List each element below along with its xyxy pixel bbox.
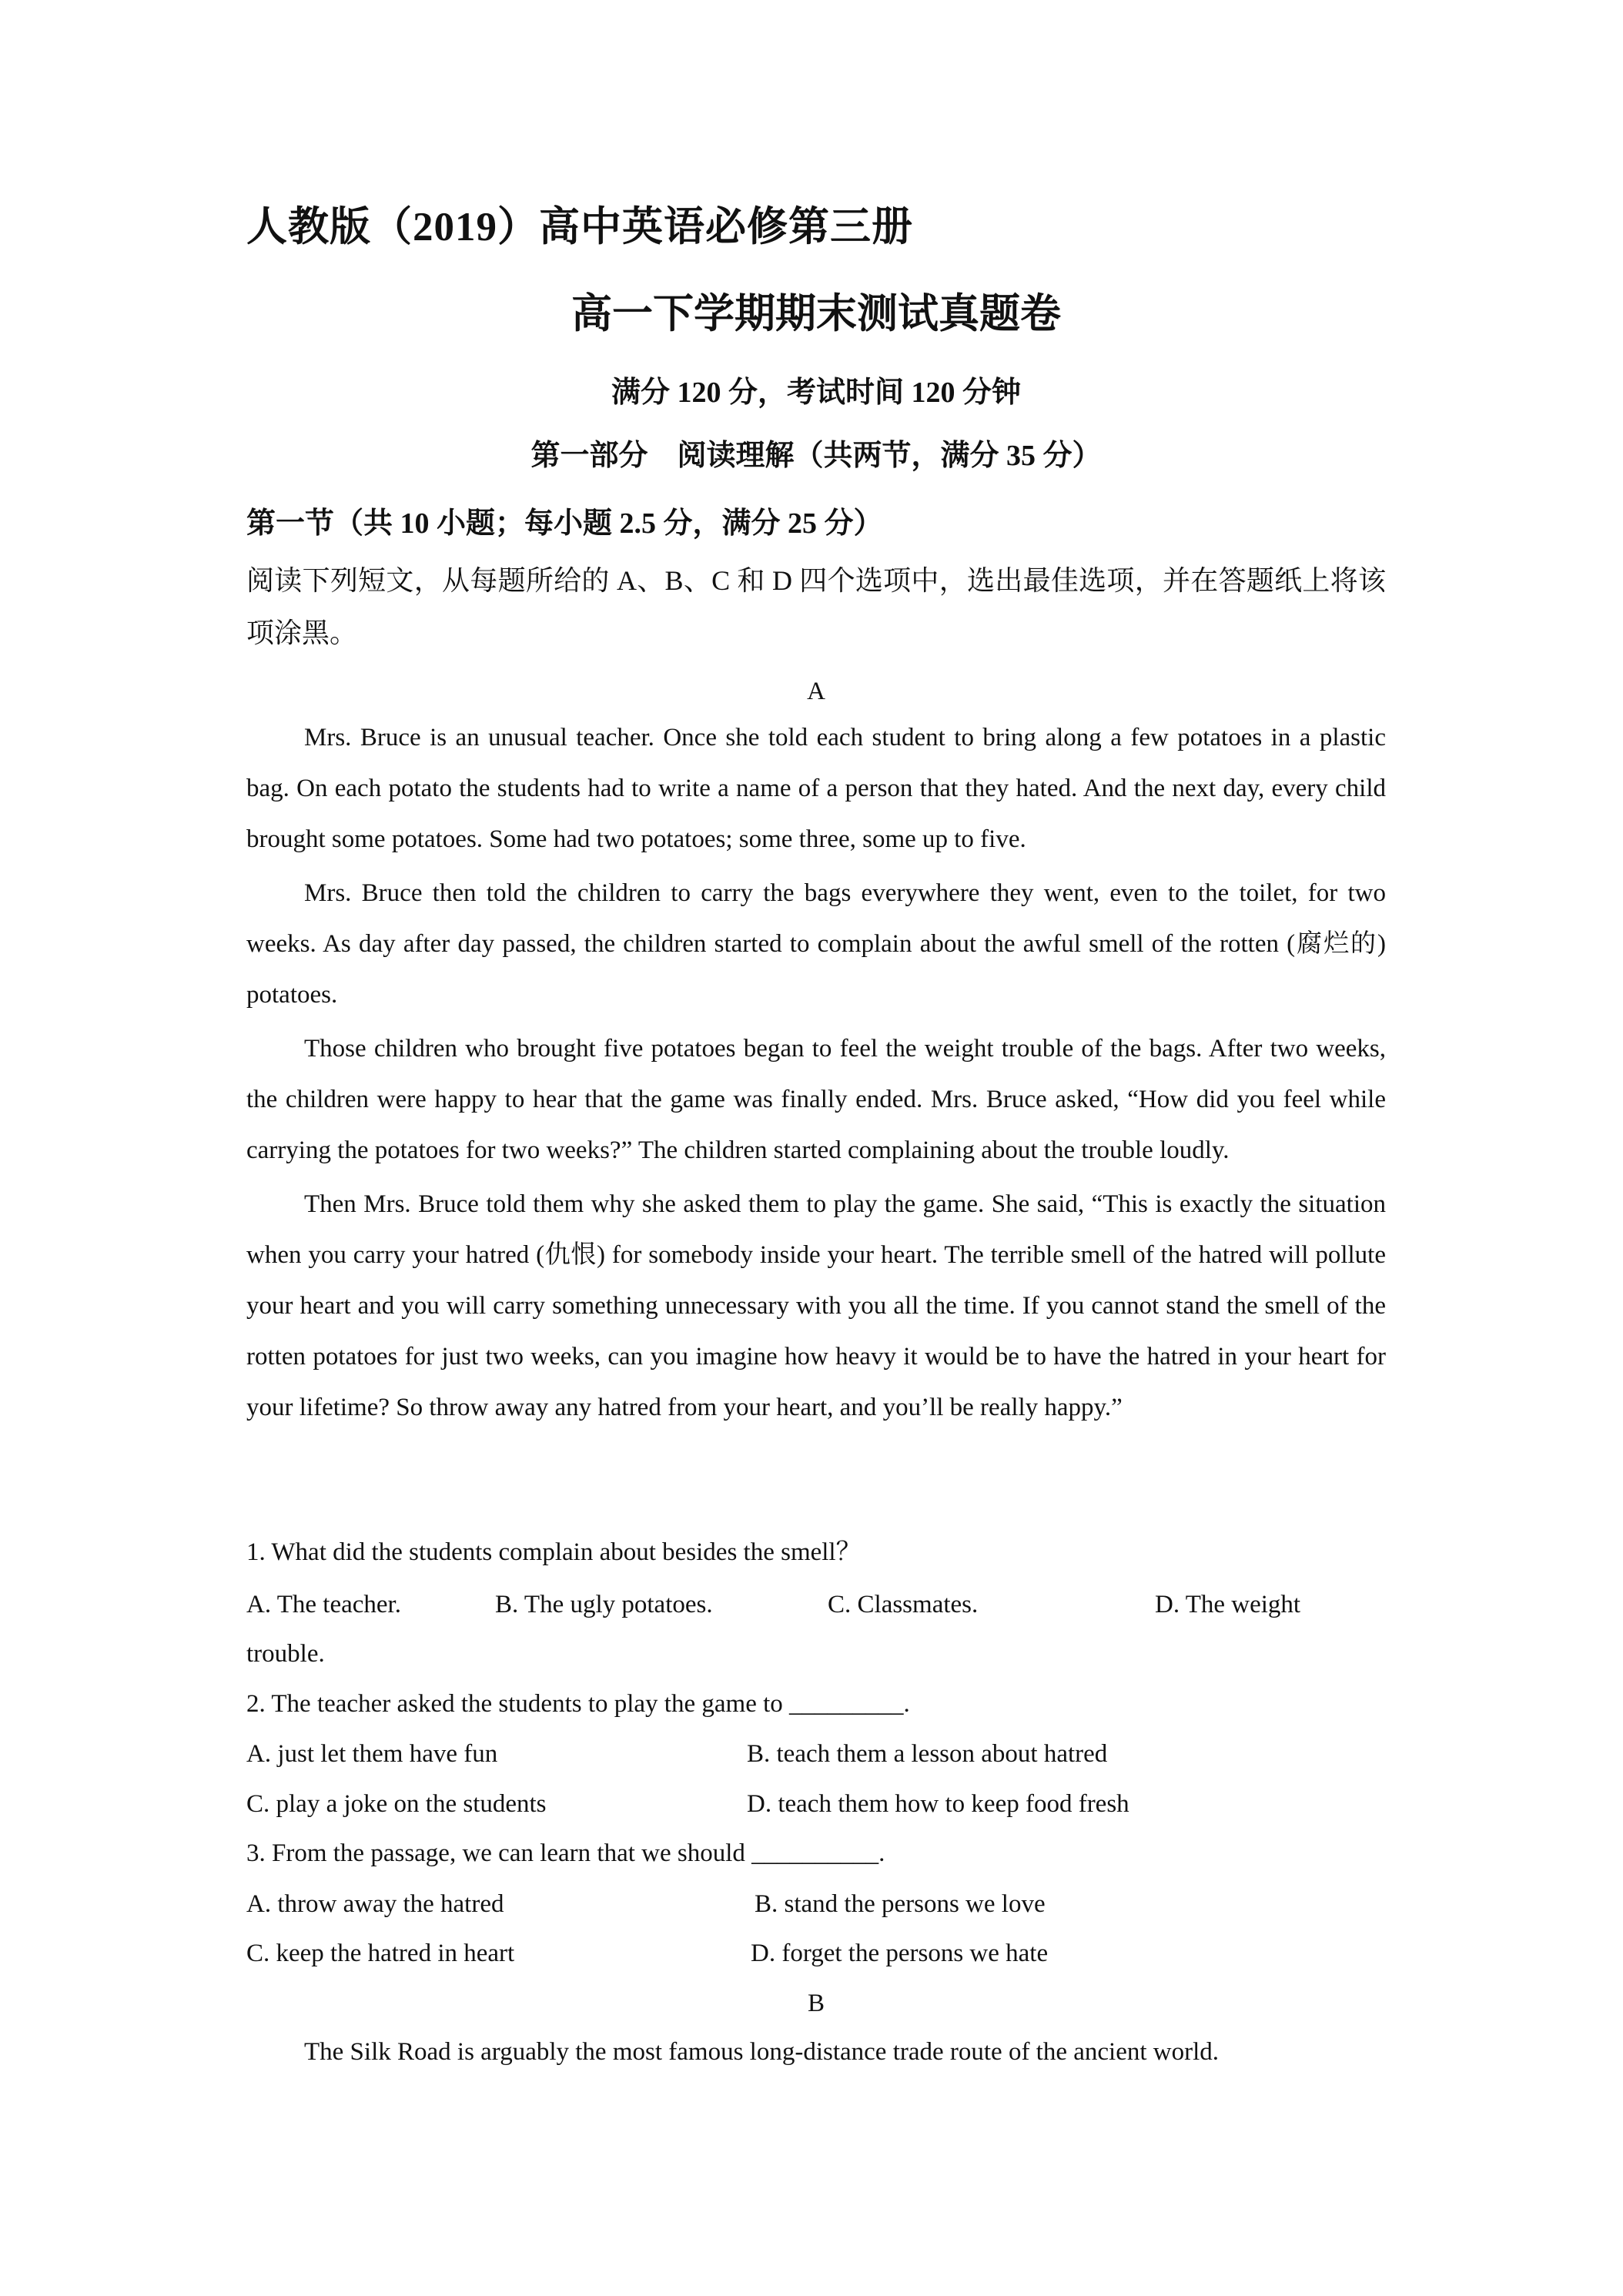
passage-a-paragraph: Those children who brought five potatoes began to feel the weight trouble of the bags. After two weeks, the children were happy to hear that the game was finally ended. Mrs. Bruce asked, “How did you feel while carrying the potatoes for two weeks?” The children started complaining about the trouble loudly.	[246, 1035, 1386, 1164]
question-2-stem: 2. The teacher asked the students to play the game to _________.	[246, 1690, 910, 1718]
question-1-stem: 1. What did the students complain about besides the smell？	[246, 1538, 862, 1566]
question-3-stem: 3. From the passage, we can learn that we should __________.	[246, 1839, 885, 1867]
section-heading: 第一节（共 10 小题；每小题 2.5 分，满分 25 分）	[246, 507, 883, 540]
question-1-option-c: C. Classmates.	[828, 1591, 979, 1618]
question-3-option-a: A. throw away the hatred	[246, 1890, 504, 1918]
document-title: 人教版（2019）高中英语必修第三册	[246, 205, 913, 249]
question-1-option-d-wrap: trouble.	[246, 1640, 325, 1668]
question-1-option-b: B. The ugly potatoes.	[495, 1591, 713, 1618]
passage-a-paragraph: Mrs. Bruce then told the children to carry the bags everywhere they went, even to the toilet, for two weeks. As day after day passed, the children started to complain about the awful smell of the rotten (腐烂的) potatoes.	[246, 879, 1386, 1009]
passage-b-label: B	[807, 1990, 825, 2017]
instructions: 阅读下列短文，从每题所给的 A、B、C 和 D 四个选项中，选出最佳选项，并在答题纸上将该项涂黑。	[246, 565, 1386, 648]
part-heading: 第一部分 阅读理解（共两节，满分 35 分）	[530, 440, 1102, 472]
question-2-option-b: B. teach them a lesson about hatred	[747, 1740, 1108, 1768]
passage-a-paragraph: Then Mrs. Bruce told them why she asked them to play the game. She said, “This is exactly the situation when you carry your hatred (仇恨) for somebody inside your heart. The terrible smell of the hatred will pollute your heart and you will carry something unnecessary with you all the time. If you cannot stand the smell of the rotten potatoes for just two weeks, can you imagine how heavy it would be to have the hatred in your heart for your lifetime? So throw away any hatred from your heart, and you’ll be really happy.”	[246, 1190, 1386, 1421]
question-3-option-b: B. stand the persons we love	[755, 1890, 1046, 1918]
passage-b	[246, 2027, 1386, 2080]
passage-a-label: A	[807, 678, 825, 705]
exam-info: 满分 120 分，考试时间 120 分钟	[611, 377, 1021, 409]
passage-a	[246, 712, 1386, 1436]
question-2-option-c: C. play a joke on the students	[246, 1790, 547, 1818]
question-3-option-d: D. forget the persons we hate	[751, 1940, 1049, 1967]
passage-a-paragraph: Mrs. Bruce is an unusual teacher. Once she told each student to bring along a few potatoes in a plastic bag. On each potato the students had to write a name of a person that they hated. And the next day, every child brought some potatoes. Some had two potatoes; some three, some up to five.	[246, 724, 1386, 853]
document-subtitle: 高一下学期期末测试真题卷	[571, 292, 1061, 336]
question-2-option-d: D. teach them how to keep food fresh	[747, 1790, 1129, 1818]
question-3-option-c: C. keep the hatred in heart	[246, 1940, 515, 1967]
passage-b-paragraph: The Silk Road is arguably the most famous long-distance trade route of the ancient world.	[304, 2038, 1220, 2066]
question-1-option-d: D. The weight	[1155, 1591, 1301, 1618]
question-2-option-a: A. just let them have fun	[246, 1740, 498, 1768]
question-1-option-a: A. The teacher.	[246, 1591, 401, 1618]
